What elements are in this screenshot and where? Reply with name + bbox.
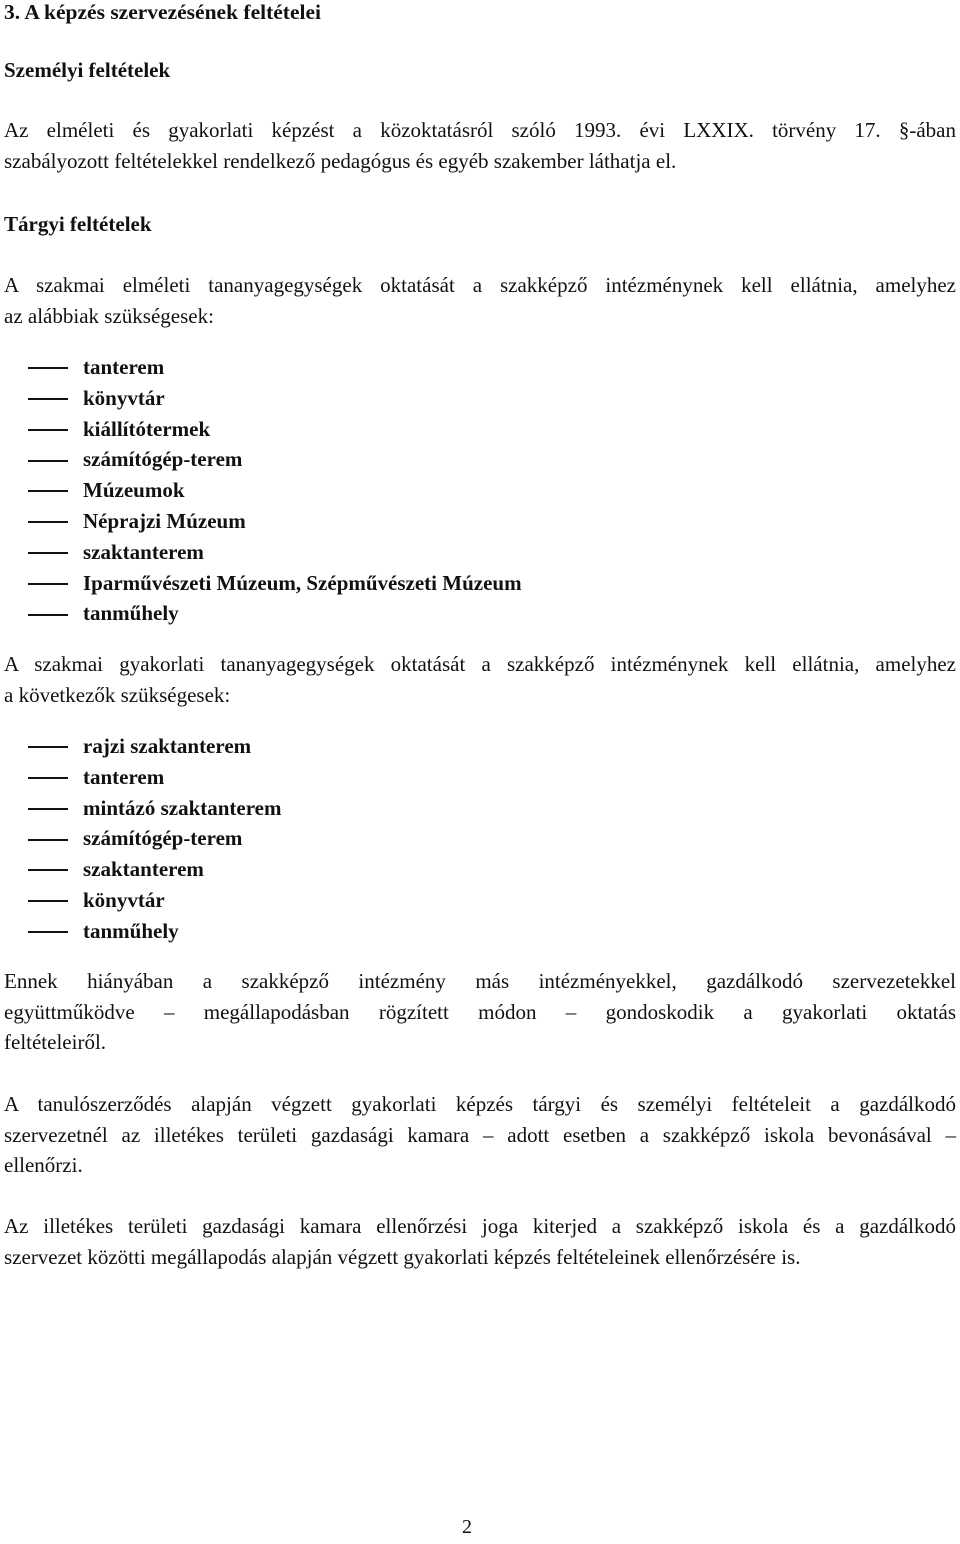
paragraph-line: A tanulószerződés alapján végzett gyakorlati képzés tárgyi és személyi feltételeit a gazdálkodó <box>4 1092 956 1116</box>
list-item-label: könyvtár <box>83 385 165 410</box>
paragraph-line: Az illetékes területi gazdasági kamara ellenőrzési joga kiterjed a szakképző iskola és a gazdálkodó <box>4 1214 956 1238</box>
list-item <box>28 854 282 885</box>
paragraph-line: Az elméleti és gyakorlati képzést a közoktatásról szóló 1993. évi LXXIX. törvény 17. §-ában <box>4 118 956 142</box>
dash-bullet <box>28 839 68 841</box>
dash-bullet <box>28 614 68 616</box>
list-item-label: tanműhely <box>83 601 179 626</box>
dash-bullet <box>28 429 68 431</box>
dash-bullet <box>28 900 68 902</box>
list-item <box>28 568 522 599</box>
list-item <box>28 506 522 537</box>
material-conditions-heading: Tárgyi feltételek <box>4 212 152 236</box>
list-item <box>28 444 522 475</box>
list-item-label: Iparművészeti Múzeum, Szépművészeti Múzeum <box>83 570 522 595</box>
section-heading: 3. A képzés szervezésének feltételei <box>4 0 321 24</box>
list-item-label: számítógép-terem <box>83 826 243 851</box>
list-item <box>28 731 282 762</box>
theory-intro-paragraph <box>4 270 956 331</box>
list-item-label: számítógép-terem <box>83 447 243 472</box>
list-item-label: mintázó szaktanterem <box>83 795 282 820</box>
dash-bullet <box>28 931 68 933</box>
paragraph-line: szervezetnél az illetékes területi gazdasági kamara – adott esetben a szakképző iskola bevonásával – <box>4 1122 956 1147</box>
apprenticeship-paragraph <box>4 1089 956 1181</box>
paragraph-line: szervezet közötti megállapodás alapján végzett gyakorlati képzés feltételeinek ellenőrzésére is. <box>4 1244 801 1269</box>
list-item-label: tanterem <box>83 764 165 789</box>
list-item-label: tanterem <box>83 355 165 379</box>
page-number: 2 <box>462 1516 472 1538</box>
dash-bullet <box>28 521 68 523</box>
list-item <box>28 383 522 414</box>
theory-requirements-list <box>28 352 522 629</box>
list-item <box>28 793 282 824</box>
list-item <box>28 352 522 383</box>
dash-bullet <box>28 808 68 810</box>
dash-bullet <box>28 460 68 462</box>
list-item-label: tanműhely <box>83 918 179 943</box>
personal-conditions-paragraph <box>4 115 956 176</box>
list-item-label: kiállítótermek <box>83 416 211 441</box>
list-item-label: könyvtár <box>83 887 165 912</box>
paragraph-line: együttműködve – megállapodásban rögzített módon – gondoskodik a gyakorlati oktatás <box>4 999 956 1024</box>
list-item-label: Néprajzi Múzeum <box>83 508 246 533</box>
list-item-label: Múzeumok <box>83 478 185 503</box>
paragraph-line: A szakmai elméleti tananyagegységek oktatását a szakképző intézménynek kell ellátnia, amelyhez <box>4 273 956 297</box>
list-item <box>28 598 522 629</box>
practice-requirements-list <box>28 731 282 947</box>
practice-intro-paragraph <box>4 649 956 710</box>
paragraph-line: feltételeiről. <box>4 1030 107 1054</box>
list-item <box>28 537 522 568</box>
list-item-label: rajzi szaktanterem <box>83 734 252 758</box>
dash-bullet <box>28 869 68 871</box>
dash-bullet <box>28 777 68 779</box>
paragraph-line: szabályozott feltételekkel rendelkező pedagógus és egyéb szakember láthatja el. <box>4 148 677 173</box>
dash-bullet <box>28 552 68 554</box>
paragraph-line: ellenőrzi. <box>4 1153 83 1177</box>
dash-bullet <box>28 398 68 400</box>
dash-bullet <box>28 746 68 748</box>
paragraph-line: Ennek hiányában a szakképző intézmény más intézményekkel, gazdálkodó szervezetekkel <box>4 969 956 993</box>
dash-bullet <box>28 367 68 369</box>
list-item-label: szaktanterem <box>83 539 204 564</box>
dash-bullet <box>28 490 68 492</box>
chamber-control-paragraph <box>4 1211 956 1272</box>
list-item <box>28 762 282 793</box>
list-item <box>28 414 522 445</box>
list-item <box>28 475 522 506</box>
cooperation-paragraph <box>4 966 956 1058</box>
personal-conditions-heading: Személyi feltételek <box>4 58 171 82</box>
paragraph-line: A szakmai gyakorlati tananyagegységek oktatását a szakképző intézménynek kell ellátnia, amelyhez <box>4 652 956 676</box>
list-item <box>28 885 282 916</box>
list-item-label: szaktanterem <box>83 857 204 882</box>
list-item <box>28 916 282 947</box>
dash-bullet <box>28 583 68 585</box>
paragraph-line: az alábbiak szükségesek: <box>4 303 214 328</box>
paragraph-line: a következők szükségesek: <box>4 682 231 707</box>
list-item <box>28 823 282 854</box>
